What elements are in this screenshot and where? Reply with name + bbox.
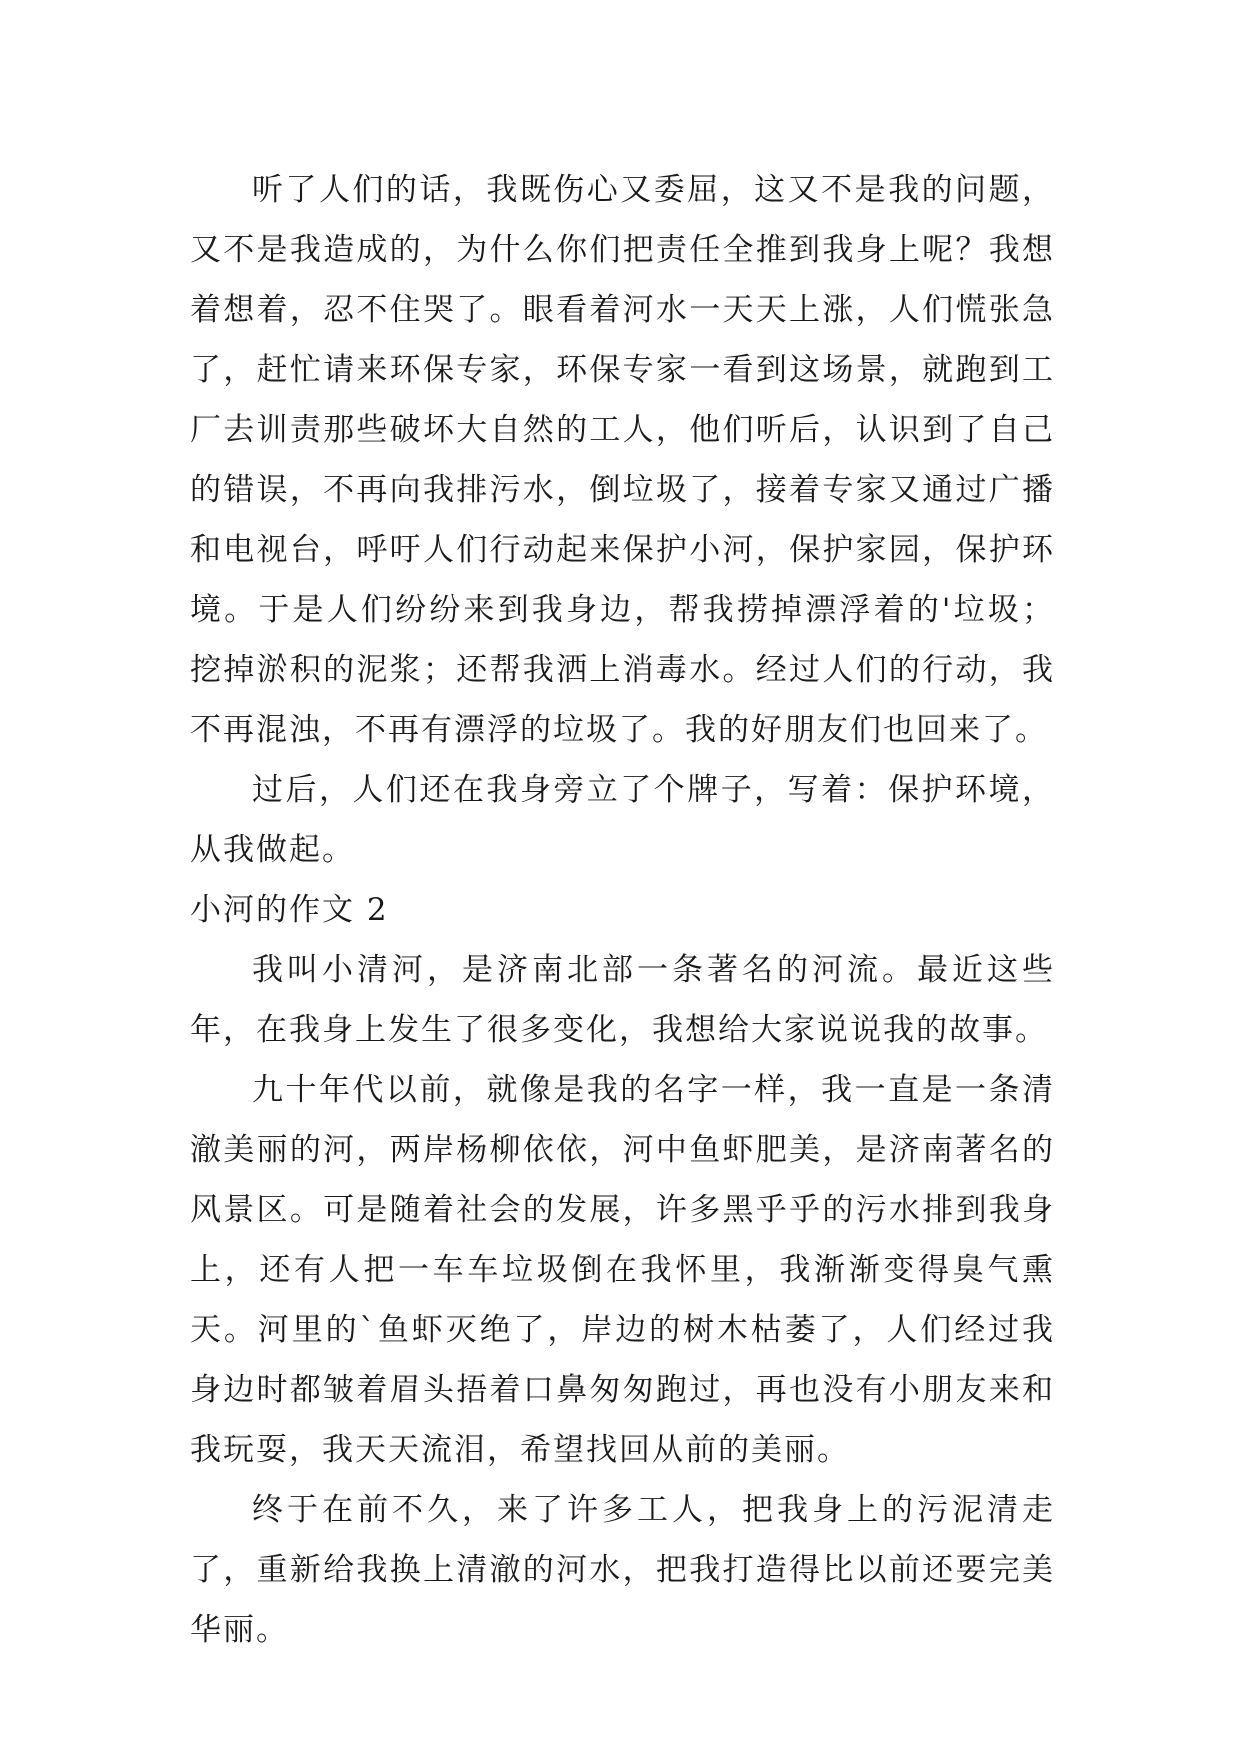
paragraph-complaint: 听了人们的话，我既伤心又委屈，这又不是我的问题，又不是我造成的，为什么你们把责任全推到我身上呢？我想着想着，忍不住哭了。眼看着河水一天天上涨，人们慌张急了，赶忙请来环保专家，环保专家一看到这场景，就跑到工厂去训责那些破坏大自然的工人，他们听后，认识到了自己的错误，不再向我排污水，倒垃圾了，接着专家又通过广播和电视台，呼吁人们行动起来保护小河，保护家园，保护环境。于是人们纷纷来到我身边，帮我捞掉漂浮着的'垃圾；挖掉淤积的泥浆；还帮我洒上消毒水。经过人们的行动，我不再混浊，不再有漂浮的垃圾了。我的好朋友们也回来了。 bbox=[190, 172, 1055, 748]
document-body bbox=[190, 160, 1055, 1660]
section-title: 小河的作文 2 bbox=[190, 892, 389, 928]
paragraph-history: 九十年代以前，就像是我的名字一样，我一直是一条清澈美丽的河，两岸杨柳依依，河中鱼虾肥美，是济南著名的风景区。可是随着社会的发展，许多黑乎乎的污水排到我身上，还有人把一车车垃圾倒在我怀里，我渐渐变得臭气熏天。河里的`鱼虾灭绝了，岸边的树木枯萎了，人们经过我身边时都皱着眉头捂着口鼻匆匆跑过，再也没有小朋友来和我玩耍，我天天流泪，希望找回从前的美丽。 bbox=[190, 1072, 1055, 1468]
paragraph-restoration: 终于在前不久，来了许多工人，把我身上的污泥清走了，重新给我换上清澈的河水，把我打造得比以前还要完美华丽。 bbox=[190, 1492, 1055, 1648]
paragraph-intro: 我叫小清河，是济南北部一条著名的河流。最近这些年，在我身上发生了很多变化，我想给大家说说我的故事。 bbox=[190, 952, 1055, 1048]
paragraph-sign: 过后，人们还在我身旁立了个牌子，写着：保护环境，从我做起。 bbox=[190, 772, 1055, 868]
